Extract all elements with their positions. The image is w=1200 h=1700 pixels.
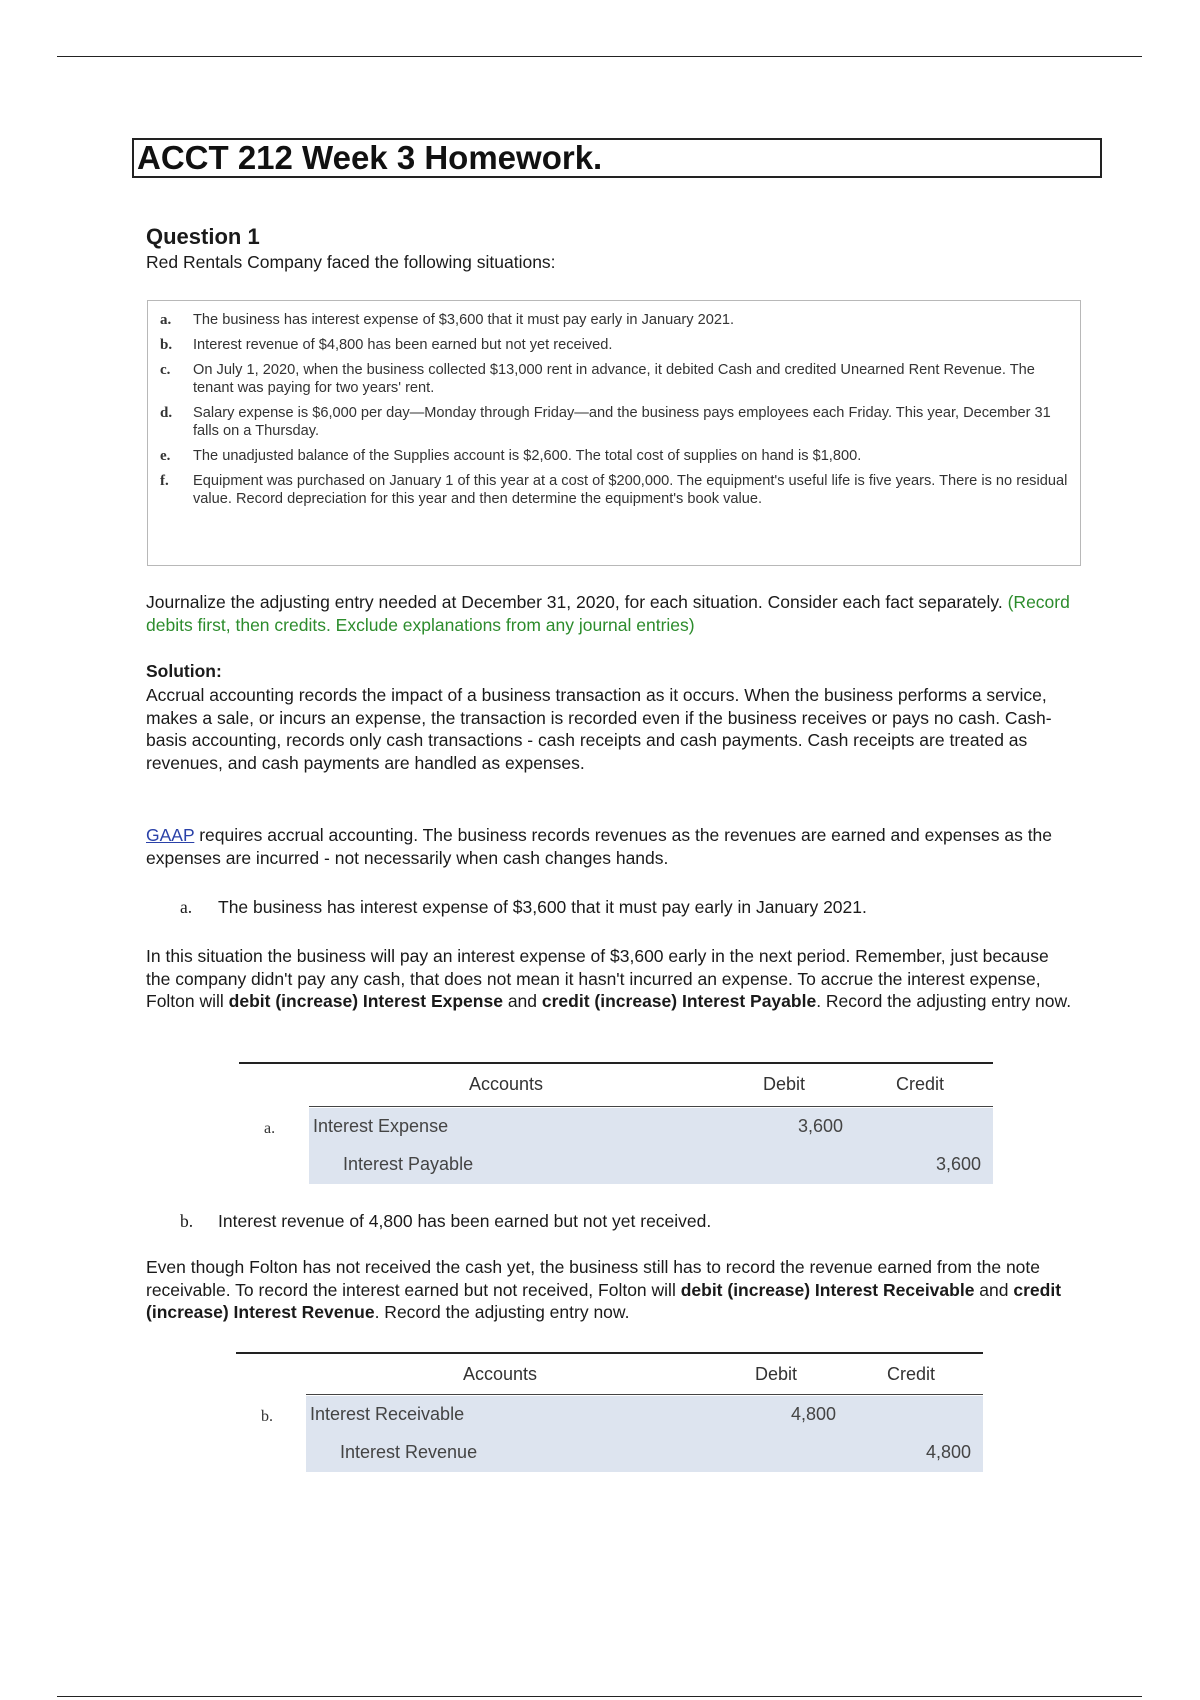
instruction xyxy=(146,591,1076,636)
situation-item xyxy=(158,447,1070,465)
expl-text: . Record the adjusting entry now. xyxy=(816,991,1072,1011)
situation-letter: f. xyxy=(160,473,169,489)
header-rule xyxy=(306,1394,983,1395)
situation-text: Salary expense is $6,000 per day—Monday through Friday—and the business pays employees each Friday. This year, December 31 falls on a Thursday. xyxy=(193,405,1051,439)
credit-amount: 3,600 xyxy=(936,1154,982,1174)
bottom-rule xyxy=(57,1696,1142,1697)
header-accounts: Accounts xyxy=(469,1074,544,1094)
gaap-text: requires accrual accounting. The business records revenues as the revenues are earned and expenses as the expenses are incurred - not necessarily when cash changes hands. xyxy=(146,825,1053,868)
situation-item xyxy=(158,336,1070,354)
debit-account: Interest Receivable xyxy=(310,1404,465,1424)
expl-bold: credit (increase) Interest Revenue xyxy=(146,1279,1062,1322)
table-top-rule xyxy=(239,1062,993,1064)
expl-bold: credit (increase) Interest Payable xyxy=(541,991,817,1011)
part-b-statement xyxy=(180,1210,1110,1233)
situation-text: The business has interest expense of $3,600 that it must pay early in January 2021. xyxy=(193,312,735,328)
solution-body: Accrual accounting records the impact of a business transaction as it occurs. When the business performs a service, makes a sale, or incurs an expense, the transaction is recorded even if the business receives or pays no cash. Cash-basis accounting, records only cash transactions - cash receipts and cash payments. Cash receipts are treated as revenues, and cash payments are handled as expenses. xyxy=(146,685,1052,773)
header-credit: Credit xyxy=(887,1364,936,1384)
instruction-note: (Record debits first, then credits. Exclude explanations from any journal entries) xyxy=(146,592,1070,635)
entry-label: b. xyxy=(261,1408,273,1425)
expl-text: and xyxy=(974,1279,1014,1300)
situation-letter: b. xyxy=(160,337,173,353)
expl-text: In this situation the business will pay an interest expense of $3,600 early in the next period. Remember, just because the company didn't pay any cash, that does not mean it hasn't incurred an expense. To accrue the interest expense, Folton will xyxy=(146,946,1049,1011)
credit-amount: 4,800 xyxy=(926,1442,972,1462)
table-top-rule xyxy=(236,1352,983,1354)
credit-account: Interest Payable xyxy=(343,1154,474,1174)
expl-text: and xyxy=(502,991,542,1011)
header-rule xyxy=(309,1106,993,1107)
debit-account: Interest Expense xyxy=(313,1116,449,1136)
header-debit: Debit xyxy=(755,1364,798,1384)
situation-text: The unadjusted balance of the Supplies account is $2,600. The total cost of supplies on hand is $1,800. xyxy=(193,448,862,464)
part-a-statement xyxy=(180,896,1110,919)
journal-table-b xyxy=(236,1352,983,1472)
situation-item xyxy=(158,361,1070,397)
gaap-link[interactable]: GAAP xyxy=(146,825,195,845)
situation-letter: a. xyxy=(160,312,172,328)
header-debit: Debit xyxy=(763,1074,806,1094)
header-accounts: Accounts xyxy=(463,1364,538,1384)
instruction-text: Journalize the adjusting entry needed at December 31, 2020, for each situation. Consider each fact separately. xyxy=(146,592,1003,612)
question-heading: Question 1 xyxy=(146,224,260,249)
part-a-letter: a. xyxy=(180,897,193,917)
situation-text: Equipment was purchased on January 1 of this year at a cost of $200,000. The equipment's useful life is five years. There is no residual value. Record depreciation for this year and then determine the equipment's book value. xyxy=(193,473,1068,507)
expl-text: Even though Folton has not received the cash yet, the business still has to record the revenue earned from the note receivable. To record the interest earned but not received, Folton will xyxy=(146,1257,1041,1300)
debit-amount: 3,600 xyxy=(798,1116,844,1136)
situation-text: On July 1, 2020, when the business collected $13,000 rent in advance, it debited Cash and credited Unearned Rent Revenue. The tenant was paying for two years' rent. xyxy=(193,362,1035,396)
part-a-text: The business has interest expense of $3,600 that it must pay early in January 2021. xyxy=(218,897,867,917)
situation-text: Interest revenue of $4,800 has been earned but not yet received. xyxy=(193,337,613,353)
part-b-text: Interest revenue of 4,800 has been earned but not yet received. xyxy=(218,1211,712,1231)
expl-bold: debit (increase) Interest Expense xyxy=(228,991,503,1011)
situation-letter: d. xyxy=(160,405,173,421)
situation-item xyxy=(158,404,1070,440)
gaap-paragraph xyxy=(146,824,1076,869)
situation-letter: c. xyxy=(160,362,171,378)
expl-bold: debit (increase) Interest Receivable xyxy=(680,1279,975,1300)
debit-amount: 4,800 xyxy=(791,1404,837,1424)
solution-heading: Solution: xyxy=(146,661,222,681)
part-a-explanation xyxy=(146,945,1076,1013)
header-credit: Credit xyxy=(896,1074,945,1094)
top-rule xyxy=(57,56,1142,57)
entry-label: a. xyxy=(264,1120,276,1137)
credit-account: Interest Revenue xyxy=(340,1442,478,1462)
part-b-letter: b. xyxy=(180,1211,194,1231)
situation-item xyxy=(158,311,1070,329)
expl-text: . Record the adjusting entry now. xyxy=(374,1302,630,1322)
situation-letter: e. xyxy=(160,448,171,464)
journal-table-a xyxy=(239,1062,993,1184)
part-b-explanation xyxy=(146,1256,1076,1324)
question-intro: Red Rentals Company faced the following situations: xyxy=(146,252,556,272)
page-title: ACCT 212 Week 3 Homework. xyxy=(132,138,1102,178)
situation-item xyxy=(158,472,1070,508)
situations-list xyxy=(147,300,1081,566)
